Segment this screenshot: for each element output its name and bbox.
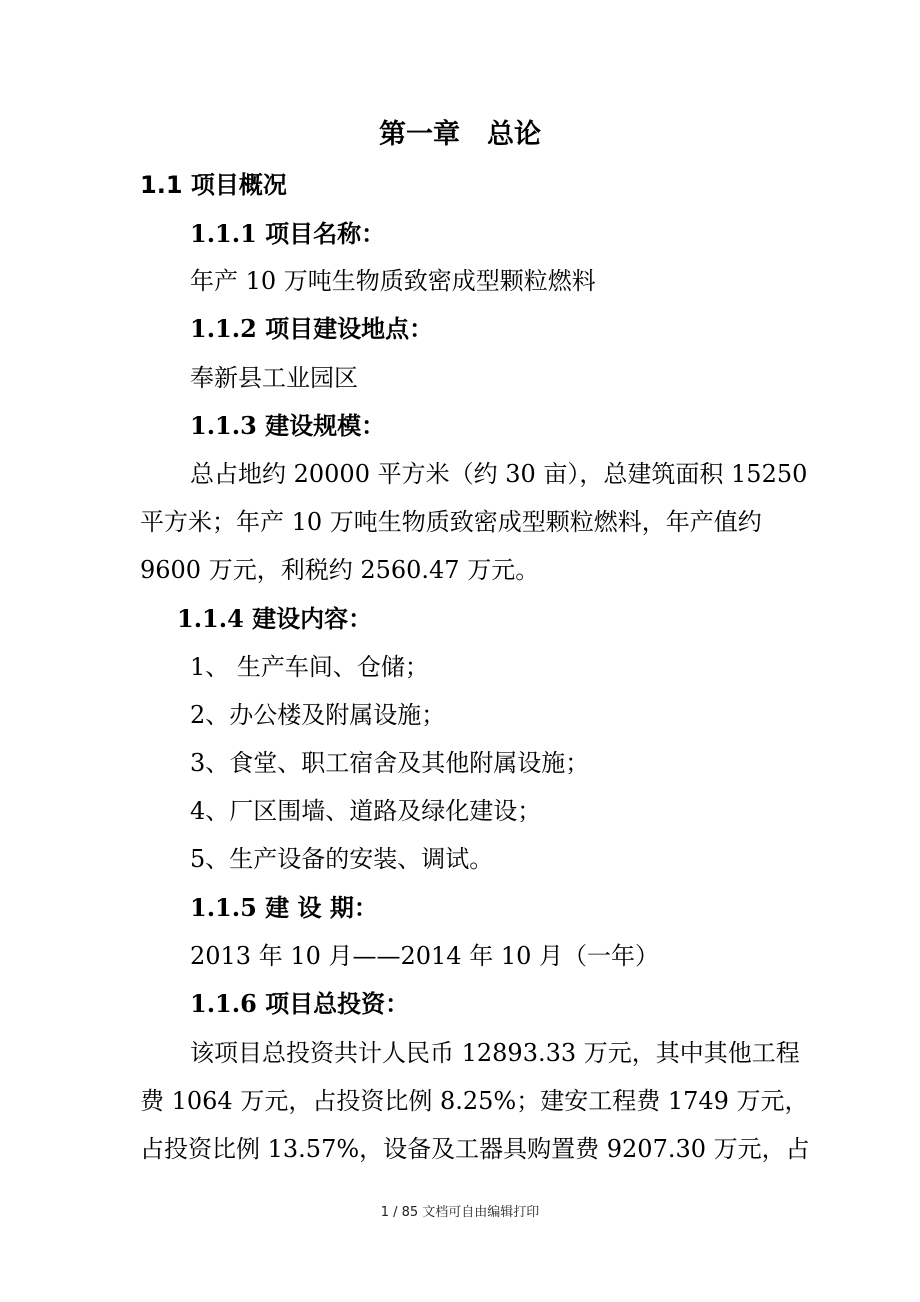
page-footer: 1 / 85 文档可自由编辑打印 [380,1205,540,1220]
subsection-heading-1-1-1: 1.1.1 项目名称： [190,219,386,248]
scale-paragraph-line: 9600 万元，利税约 2560.47 万元。 [140,556,540,584]
subsection-heading-1-1-2: 1.1.2 项目建设地点： [190,314,434,343]
investment-paragraph-line: 费 1064 万元，占投资比例 8.25%；建安工程费 1749 万元， [140,1087,809,1115]
content-list-item: 3、食堂、职工宿舍及其他附属设施； [190,749,590,777]
subsection-heading-1-1-6: 1.1.6 项目总投资： [190,989,410,1018]
project-name-text: 年产 10 万吨生物质致密成型颗粒燃料 [190,267,596,295]
content-list-item: 1、 生产车间、仓储； [190,653,429,681]
scale-paragraph-line: 总占地约 20000 平方米（约 30 亩），总建筑面积 15250 [190,460,808,488]
content-list-item: 5、生产设备的安装、调试。 [190,845,494,873]
chapter-title: 第一章 总论 [379,119,541,150]
subsection-heading-1-1-5: 1.1.5 建 设 期： [190,893,378,922]
content-list-item: 4、厂区围墙、道路及绿化建设； [190,797,542,825]
scale-paragraph-line: 平方米；年产 10 万吨生物质致密成型颗粒燃料，年产值约 [140,508,762,536]
investment-paragraph-line: 该项目总投资共计人民币 12893.33 万元，其中其他工程 [190,1039,800,1067]
investment-paragraph-line: 占投资比例 13.57%，设备及工器具购置费 9207.30 万元，占 [140,1135,810,1163]
subsection-heading-1-1-3: 1.1.3 建设规模： [190,411,386,440]
construction-period-text: 2013 年 10 月——2014 年 10 月（一年） [190,942,660,970]
subsection-heading-1-1-4: 1.1.4 建设内容： [177,604,373,633]
section-heading: 1.1 项目概况 [140,171,287,199]
project-location-text: 奉新县工业园区 [190,364,358,392]
content-list-item: 2、办公楼及附属设施； [190,701,446,729]
